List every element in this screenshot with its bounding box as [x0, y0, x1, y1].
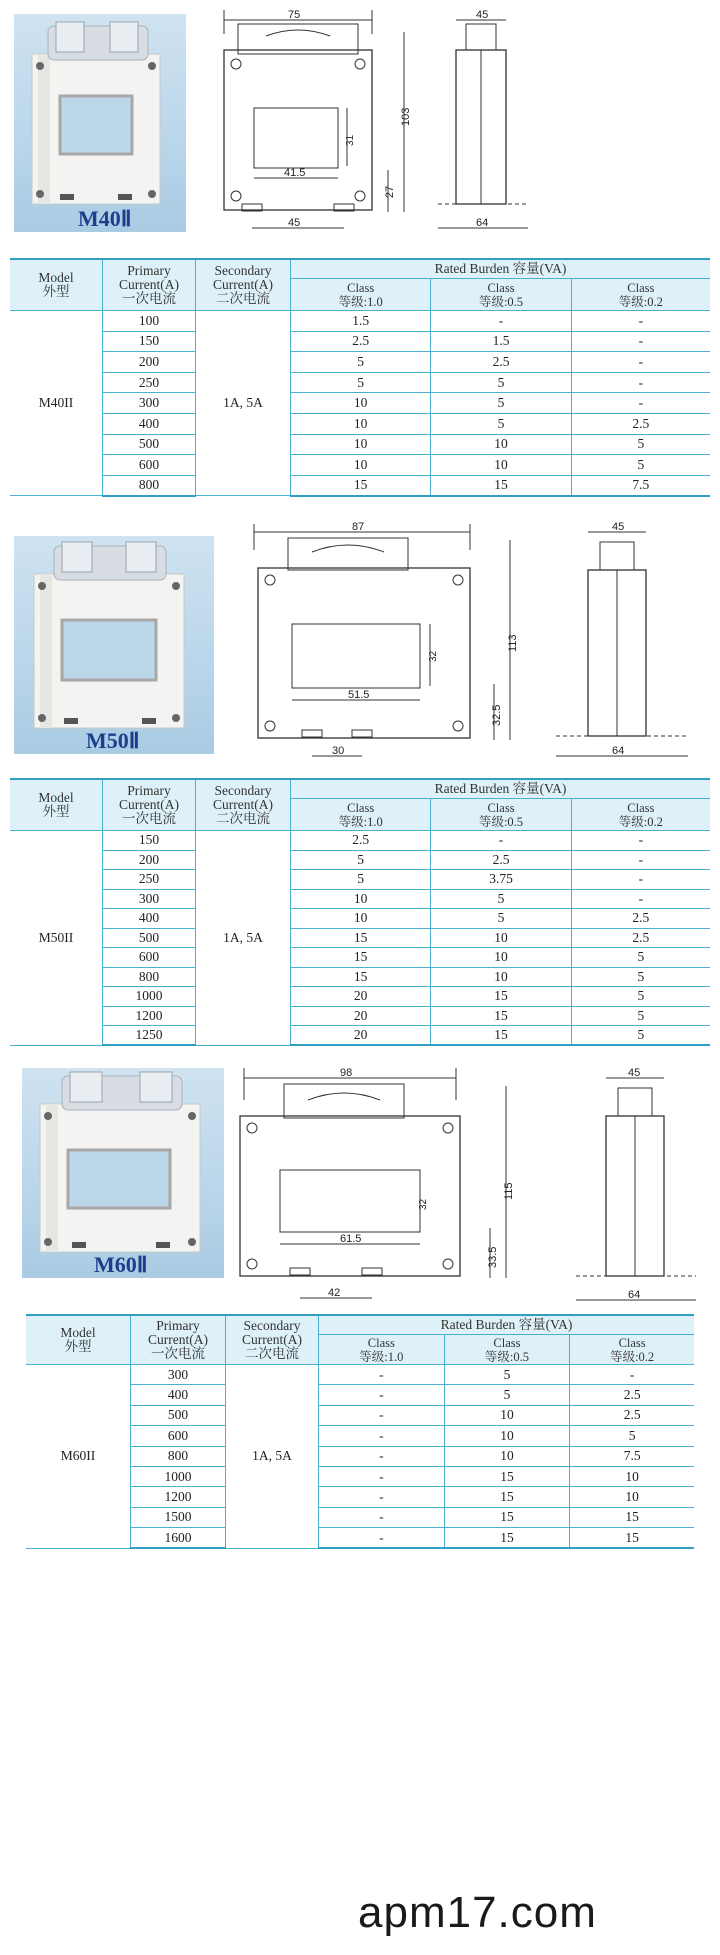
table-row [10, 352, 710, 373]
class-1-0-cell: 20 [291, 1006, 431, 1026]
watermark: apm17.com [358, 1888, 597, 1937]
col-class-1-0: Class 等级:1.0 [291, 799, 431, 831]
class-0-2-cell: - [571, 372, 710, 393]
class-0-5-cell: 1.5 [431, 331, 571, 352]
col-primary: Primary Current(A) 一次电流 [103, 779, 196, 831]
primary-current-cell: 1600 [131, 1528, 226, 1548]
class-0-2-cell: 5 [571, 434, 710, 455]
dim-low: 32.5 [491, 704, 503, 726]
product-photo [14, 14, 186, 232]
table-row [10, 889, 710, 909]
class-1-0-cell: 10 [291, 909, 431, 929]
primary-current-cell: 250 [103, 870, 196, 890]
dim-depth: 45 [628, 1067, 641, 1079]
class-1-0-cell: - [319, 1507, 445, 1527]
table-row [10, 850, 710, 870]
dim-depth: 45 [476, 9, 489, 21]
class-0-2-cell: 15 [570, 1507, 694, 1527]
class-0-2-cell: 2.5 [571, 413, 710, 434]
class-0-2-cell: 2.5 [571, 928, 710, 948]
class-0-2-cell: 5 [571, 948, 710, 968]
class-1-0-cell: 15 [291, 928, 431, 948]
transformer-image [14, 536, 214, 754]
class-0-2-cell: - [571, 889, 710, 909]
table-row [10, 928, 710, 948]
class-1-0-cell: - [319, 1405, 445, 1425]
class-1-0-cell: 15 [291, 475, 431, 496]
model-cell: M60II [26, 1365, 131, 1549]
table-row [10, 831, 710, 851]
model-cell: M40II [10, 311, 103, 496]
primary-current-cell: 250 [103, 372, 196, 393]
primary-current-cell: 150 [103, 831, 196, 851]
class-1-0-cell: 5 [291, 870, 431, 890]
class-0-5-cell: 10 [431, 434, 571, 455]
col-secondary: Secondary Current(A) 二次电流 [196, 779, 291, 831]
primary-current-cell: 1250 [103, 1026, 196, 1046]
dim-mount: 30 [332, 745, 345, 757]
front-dimension-drawing [212, 6, 422, 234]
primary-current-cell: 1000 [103, 987, 196, 1007]
class-1-0-cell: 10 [291, 413, 431, 434]
class-1-0-cell: - [319, 1487, 445, 1507]
primary-current-cell: 300 [103, 393, 196, 414]
dim-low: 27 [384, 185, 396, 198]
table-row [10, 909, 710, 929]
col-secondary: Secondary Current(A) 二次电流 [226, 1315, 319, 1365]
primary-current-cell: 800 [103, 475, 196, 496]
dim-height: 103 [400, 107, 412, 126]
primary-current-cell: 300 [103, 889, 196, 909]
primary-current-cell: 800 [103, 967, 196, 987]
class-1-0-cell: 20 [291, 987, 431, 1007]
class-1-0-cell: 10 [291, 455, 431, 476]
primary-current-cell: 150 [103, 331, 196, 352]
class-1-0-cell: 1.5 [291, 311, 431, 332]
front-dimension-drawing [236, 1064, 526, 1308]
class-1-0-cell: - [319, 1365, 445, 1385]
class-1-0-cell: - [319, 1385, 445, 1405]
table-row [10, 987, 710, 1007]
spec-body [26, 1365, 694, 1549]
primary-current-cell: 400 [131, 1385, 226, 1405]
primary-current-cell: 300 [131, 1365, 226, 1385]
spec-table [26, 1314, 694, 1549]
product-caption: M40Ⅱ [78, 206, 132, 231]
col-class-0-2: Class 等级:0.2 [570, 1335, 694, 1365]
col-primary: Primary Current(A) 一次电流 [131, 1315, 226, 1365]
class-1-0-cell: 20 [291, 1026, 431, 1046]
side-dimension-drawing [548, 520, 708, 764]
class-0-5-cell: 15 [431, 1006, 571, 1026]
table-row [10, 393, 710, 414]
side-dimension-drawing [562, 1064, 712, 1308]
class-1-0-cell: 10 [291, 889, 431, 909]
dim-base: 64 [476, 217, 489, 229]
table-row [26, 1365, 694, 1385]
dim-low: 33.5 [487, 1246, 499, 1268]
class-1-0-cell: 10 [291, 393, 431, 414]
class-0-2-cell: 7.5 [570, 1446, 694, 1466]
front-dimension-drawing [244, 520, 524, 764]
primary-current-cell: 500 [103, 434, 196, 455]
class-0-2-cell: - [571, 850, 710, 870]
table-row [10, 475, 710, 496]
class-0-5-cell: 5 [431, 909, 571, 929]
table-row [10, 331, 710, 352]
table-row [10, 948, 710, 968]
primary-current-cell: 1500 [131, 1507, 226, 1527]
class-1-0-cell: 10 [291, 434, 431, 455]
product-photo [22, 1068, 224, 1278]
class-0-2-cell: 10 [570, 1466, 694, 1486]
table-row [10, 967, 710, 987]
primary-current-cell: 200 [103, 850, 196, 870]
col-class-0-5: Class 等级:0.5 [444, 1335, 570, 1365]
class-0-5-cell: 5 [444, 1365, 570, 1385]
class-0-5-cell: 2.5 [431, 352, 571, 373]
primary-current-cell: 1200 [131, 1487, 226, 1507]
primary-current-cell: 400 [103, 909, 196, 929]
class-0-5-cell: 2.5 [431, 850, 571, 870]
col-model: Model 外型 [26, 1315, 131, 1365]
dim-height: 115 [503, 1182, 515, 1200]
dim-base: 64 [612, 745, 625, 757]
col-rated-burden: Rated Burden 容量(VA) [291, 259, 711, 279]
col-secondary: Secondary Current(A) 二次电流 [196, 259, 291, 311]
class-0-2-cell: 5 [571, 987, 710, 1007]
class-0-5-cell: 10 [431, 928, 571, 948]
class-1-0-cell: - [319, 1426, 445, 1446]
class-0-2-cell: 5 [571, 1026, 710, 1046]
primary-current-cell: 500 [103, 928, 196, 948]
primary-current-cell: 200 [103, 352, 196, 373]
primary-current-cell: 600 [103, 948, 196, 968]
class-0-2-cell: - [571, 393, 710, 414]
class-0-2-cell: - [571, 870, 710, 890]
dim-window-height: 32 [418, 1198, 429, 1210]
side-dimension-drawing [432, 6, 552, 234]
dim-depth: 45 [612, 521, 625, 533]
primary-current-cell: 100 [103, 311, 196, 332]
class-0-5-cell: 15 [444, 1466, 570, 1486]
table-row [10, 413, 710, 434]
class-0-5-cell: - [431, 311, 571, 332]
class-0-2-cell: - [570, 1365, 694, 1385]
primary-current-cell: 600 [131, 1426, 226, 1446]
dim-mount: 45 [288, 217, 301, 229]
dim-window-height: 31 [345, 134, 356, 146]
class-0-5-cell: 15 [431, 475, 571, 496]
table-row [10, 372, 710, 393]
class-0-5-cell: 15 [431, 1026, 571, 1046]
table-row [10, 1006, 710, 1026]
dim-mount: 42 [328, 1287, 341, 1299]
dim-window-width: 51.5 [348, 689, 370, 701]
dim-window-height: 32 [428, 650, 439, 662]
col-class-1-0: Class 等级:1.0 [319, 1335, 445, 1365]
class-1-0-cell: 5 [291, 352, 431, 373]
primary-current-cell: 800 [131, 1446, 226, 1466]
class-0-2-cell: 2.5 [571, 909, 710, 929]
dim-width: 75 [288, 9, 301, 21]
class-0-2-cell: 5 [571, 967, 710, 987]
class-0-5-cell: 15 [444, 1487, 570, 1507]
col-model: Model 外型 [10, 259, 103, 311]
primary-current-cell: 1200 [103, 1006, 196, 1026]
col-class-0-5: Class 等级:0.5 [431, 799, 571, 831]
primary-current-cell: 1000 [131, 1466, 226, 1486]
class-1-0-cell: - [319, 1466, 445, 1486]
primary-current-cell: 500 [131, 1405, 226, 1425]
spec-table [10, 778, 710, 1046]
class-0-5-cell: 15 [431, 987, 571, 1007]
class-0-2-cell: - [571, 831, 710, 851]
table-row [10, 870, 710, 890]
class-1-0-cell: - [319, 1446, 445, 1466]
class-0-2-cell: - [571, 311, 710, 332]
class-1-0-cell: - [319, 1528, 445, 1548]
class-0-2-cell: 5 [571, 455, 710, 476]
class-0-5-cell: 10 [431, 948, 571, 968]
secondary-current-cell: 1A, 5A [196, 831, 291, 1046]
product-caption: M50Ⅱ [86, 728, 140, 753]
class-0-5-cell: 10 [444, 1426, 570, 1446]
product-photo [14, 536, 214, 754]
col-model: Model 外型 [10, 779, 103, 831]
col-class-0-2: Class 等级:0.2 [571, 799, 710, 831]
class-0-2-cell: 2.5 [570, 1405, 694, 1425]
class-0-2-cell: 10 [570, 1487, 694, 1507]
table-row [10, 434, 710, 455]
class-1-0-cell: 2.5 [291, 831, 431, 851]
class-0-5-cell: 5 [431, 413, 571, 434]
primary-current-cell: 600 [103, 455, 196, 476]
table-row [10, 311, 710, 332]
class-1-0-cell: 5 [291, 372, 431, 393]
class-0-5-cell: 5 [431, 393, 571, 414]
class-0-2-cell: - [571, 352, 710, 373]
class-0-5-cell: 15 [444, 1507, 570, 1527]
col-class-1-0: Class 等级:1.0 [291, 279, 431, 311]
class-0-5-cell: - [431, 831, 571, 851]
transformer-image [22, 1068, 224, 1278]
spec-table [10, 258, 710, 497]
class-0-2-cell: - [571, 331, 710, 352]
spec-body [10, 311, 710, 496]
class-1-0-cell: 15 [291, 948, 431, 968]
primary-current-cell: 400 [103, 413, 196, 434]
class-0-5-cell: 3.75 [431, 870, 571, 890]
col-rated-burden: Rated Burden 容量(VA) [319, 1315, 695, 1335]
dim-window-width: 61.5 [340, 1233, 362, 1245]
class-1-0-cell: 15 [291, 967, 431, 987]
col-class-0-2: Class 等级:0.2 [571, 279, 710, 311]
class-0-2-cell: 7.5 [571, 475, 710, 496]
dim-width: 87 [352, 521, 365, 533]
class-1-0-cell: 2.5 [291, 331, 431, 352]
class-0-2-cell: 5 [571, 1006, 710, 1026]
secondary-current-cell: 1A, 5A [196, 311, 291, 496]
product-caption: M60Ⅱ [94, 1252, 148, 1277]
dim-height: 113 [507, 634, 519, 652]
class-0-2-cell: 5 [570, 1426, 694, 1446]
secondary-current-cell: 1A, 5A [226, 1365, 319, 1549]
table-row [10, 455, 710, 476]
class-0-5-cell: 10 [444, 1446, 570, 1466]
col-primary: Primary Current(A) 一次电流 [103, 259, 196, 311]
model-cell: M50II [10, 831, 103, 1046]
col-rated-burden: Rated Burden 容量(VA) [291, 779, 711, 799]
class-0-5-cell: 5 [431, 372, 571, 393]
class-1-0-cell: 5 [291, 850, 431, 870]
class-0-5-cell: 10 [431, 967, 571, 987]
class-0-5-cell: 10 [431, 455, 571, 476]
class-0-2-cell: 15 [570, 1528, 694, 1548]
col-class-0-5: Class 等级:0.5 [431, 279, 571, 311]
dim-base: 64 [628, 1289, 641, 1301]
dim-window-width: 41.5 [284, 167, 306, 179]
dim-width: 98 [340, 1067, 353, 1079]
class-0-5-cell: 10 [444, 1405, 570, 1425]
class-0-5-cell: 15 [444, 1528, 570, 1548]
table-row [10, 1026, 710, 1046]
class-0-5-cell: 5 [444, 1385, 570, 1405]
class-0-2-cell: 2.5 [570, 1385, 694, 1405]
class-0-5-cell: 5 [431, 889, 571, 909]
transformer-image [14, 14, 186, 232]
spec-body [10, 831, 710, 1046]
